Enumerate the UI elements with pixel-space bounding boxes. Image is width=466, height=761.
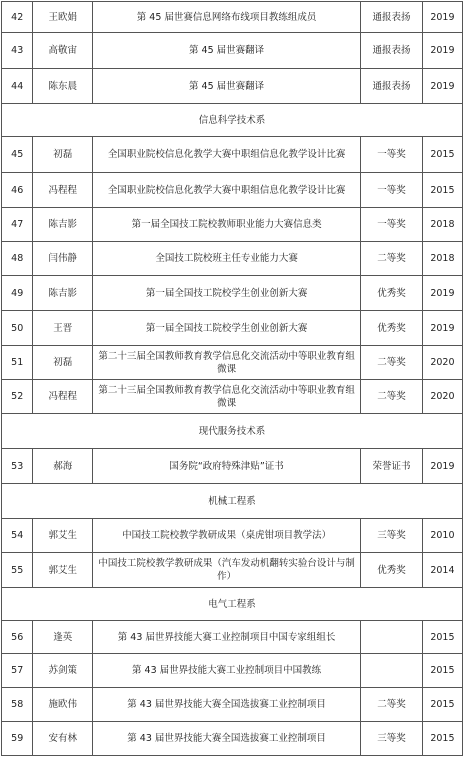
award-cell: 一等奖 [361,208,423,242]
award-cell: 通报表扬 [361,2,423,33]
project-cell: 中国技工院校教学教研成果（桌虎钳项目教学法） [93,519,361,553]
name-cell: 王欧娟 [33,2,93,33]
name-cell: 郭艾生 [33,553,93,588]
award-cell: 一等奖 [361,173,423,208]
award-cell: 优秀奖 [361,311,423,346]
name-cell: 闫伟静 [33,242,93,276]
year-cell: 2018 [422,242,462,276]
name-cell: 郝海 [33,449,93,484]
project-cell: 第 45 届世赛翻译 [93,69,361,104]
award-cell: 通报表扬 [361,33,423,69]
project-cell: 中国技工院校教学教研成果（汽车发动机翻转实验台设计与制作） [93,553,361,588]
row-number-cell: 53 [2,449,33,484]
row-number-cell: 48 [2,242,33,276]
row-number-cell: 46 [2,173,33,208]
year-cell: 2015 [422,654,462,688]
row-number-cell: 56 [2,621,33,654]
row-number-cell: 55 [2,553,33,588]
section-header-row [2,588,463,621]
award-cell: 一等奖 [361,137,423,173]
name-cell: 逢英 [33,621,93,654]
table-row [2,242,463,276]
name-cell: 安有林 [33,722,93,756]
table-row [2,173,463,208]
row-number-cell: 58 [2,688,33,722]
section-header-row [2,484,463,519]
name-cell: 苏剑策 [33,654,93,688]
year-cell: 2015 [422,137,462,173]
section-header-row [2,104,463,137]
project-cell: 第 45 届世赛翻译 [93,33,361,69]
award-cell: 二等奖 [361,688,423,722]
year-cell: 2020 [422,380,462,414]
award-cell: 三等奖 [361,722,423,756]
row-number-cell: 44 [2,69,33,104]
row-number-cell: 50 [2,311,33,346]
award-cell [361,621,423,654]
project-cell: 第一届全国技工院校学生创业创新大赛 [93,311,361,346]
name-cell: 初磊 [33,346,93,380]
row-number-cell: 59 [2,722,33,756]
year-cell: 2010 [422,519,462,553]
award-cell: 优秀奖 [361,553,423,588]
row-number-cell: 45 [2,137,33,173]
year-cell: 2015 [422,688,462,722]
project-cell: 第 43 届世界技能大赛工业控制项目中国教练 [93,654,361,688]
award-cell: 三等奖 [361,519,423,553]
name-cell: 陈吉影 [33,276,93,311]
table-row [2,621,463,654]
table-row [2,346,463,380]
award-cell [361,654,423,688]
table-row [2,380,463,414]
year-cell: 2015 [422,722,462,756]
table-row [2,654,463,688]
award-cell: 荣誉证书 [361,449,423,484]
project-cell: 第一届全国技工院校教师职业能力大赛信息类 [93,208,361,242]
year-cell: 2015 [422,621,462,654]
name-cell: 郭艾生 [33,519,93,553]
award-cell: 二等奖 [361,346,423,380]
project-cell: 第一届全国技工院校学生创业创新大赛 [93,276,361,311]
award-cell: 二等奖 [361,242,423,276]
project-cell: 国务院“政府特殊津贴”证书 [93,449,361,484]
year-cell: 2019 [422,2,462,33]
table-row [2,69,463,104]
project-cell: 第二十三届全国教师教育教学信息化交流活动中等职业教育组微课 [93,380,361,414]
name-cell: 高敬宙 [33,33,93,69]
table-row [2,276,463,311]
table-row [2,2,463,33]
table-row [2,553,463,588]
name-cell: 施欧伟 [33,688,93,722]
section-title: 信息科学技术系 [2,104,463,137]
table-row [2,519,463,553]
year-cell: 2020 [422,346,462,380]
name-cell: 初磊 [33,137,93,173]
row-number-cell: 49 [2,276,33,311]
project-cell: 全国职业院校信息化教学大赛中职组信息化教学设计比赛 [93,173,361,208]
award-cell: 优秀奖 [361,276,423,311]
row-number-cell: 57 [2,654,33,688]
awards-table-body [2,2,463,756]
year-cell: 2019 [422,311,462,346]
awards-table-container [1,1,463,756]
year-cell: 2014 [422,553,462,588]
section-title: 现代服务技术系 [2,414,463,449]
project-cell: 第 43 届世界技能大赛全国选拔赛工业控制项目 [93,722,361,756]
name-cell: 冯程程 [33,380,93,414]
row-number-cell: 52 [2,380,33,414]
section-header-row [2,414,463,449]
award-cell: 二等奖 [361,380,423,414]
year-cell: 2018 [422,208,462,242]
year-cell: 2019 [422,69,462,104]
project-cell: 第 43 届世界技能大赛工业控制项目中国专家组组长 [93,621,361,654]
name-cell: 陈吉影 [33,208,93,242]
name-cell: 冯程程 [33,173,93,208]
table-row [2,33,463,69]
row-number-cell: 51 [2,346,33,380]
table-row [2,208,463,242]
project-cell: 全国技工院校班主任专业能力大赛 [93,242,361,276]
section-title: 机械工程系 [2,484,463,519]
table-row [2,449,463,484]
name-cell: 陈东晨 [33,69,93,104]
row-number-cell: 43 [2,33,33,69]
table-row [2,137,463,173]
row-number-cell: 47 [2,208,33,242]
project-cell: 第 43 届世界技能大赛全国选拔赛工业控制项目 [93,688,361,722]
year-cell: 2019 [422,33,462,69]
project-cell: 第二十三届全国教师教育教学信息化交流活动中等职业教育组微课 [93,346,361,380]
year-cell: 2015 [422,173,462,208]
name-cell: 王晋 [33,311,93,346]
row-number-cell: 54 [2,519,33,553]
project-cell: 全国职业院校信息化教学大赛中职组信息化教学设计比赛 [93,137,361,173]
section-title: 电气工程系 [2,588,463,621]
table-row [2,722,463,756]
awards-table [1,1,463,756]
award-cell: 通报表扬 [361,69,423,104]
table-row [2,688,463,722]
year-cell: 2019 [422,449,462,484]
project-cell: 第 45 届世赛信息网络布线项目教练组成员 [93,2,361,33]
year-cell: 2019 [422,276,462,311]
row-number-cell: 42 [2,2,33,33]
table-row [2,311,463,346]
